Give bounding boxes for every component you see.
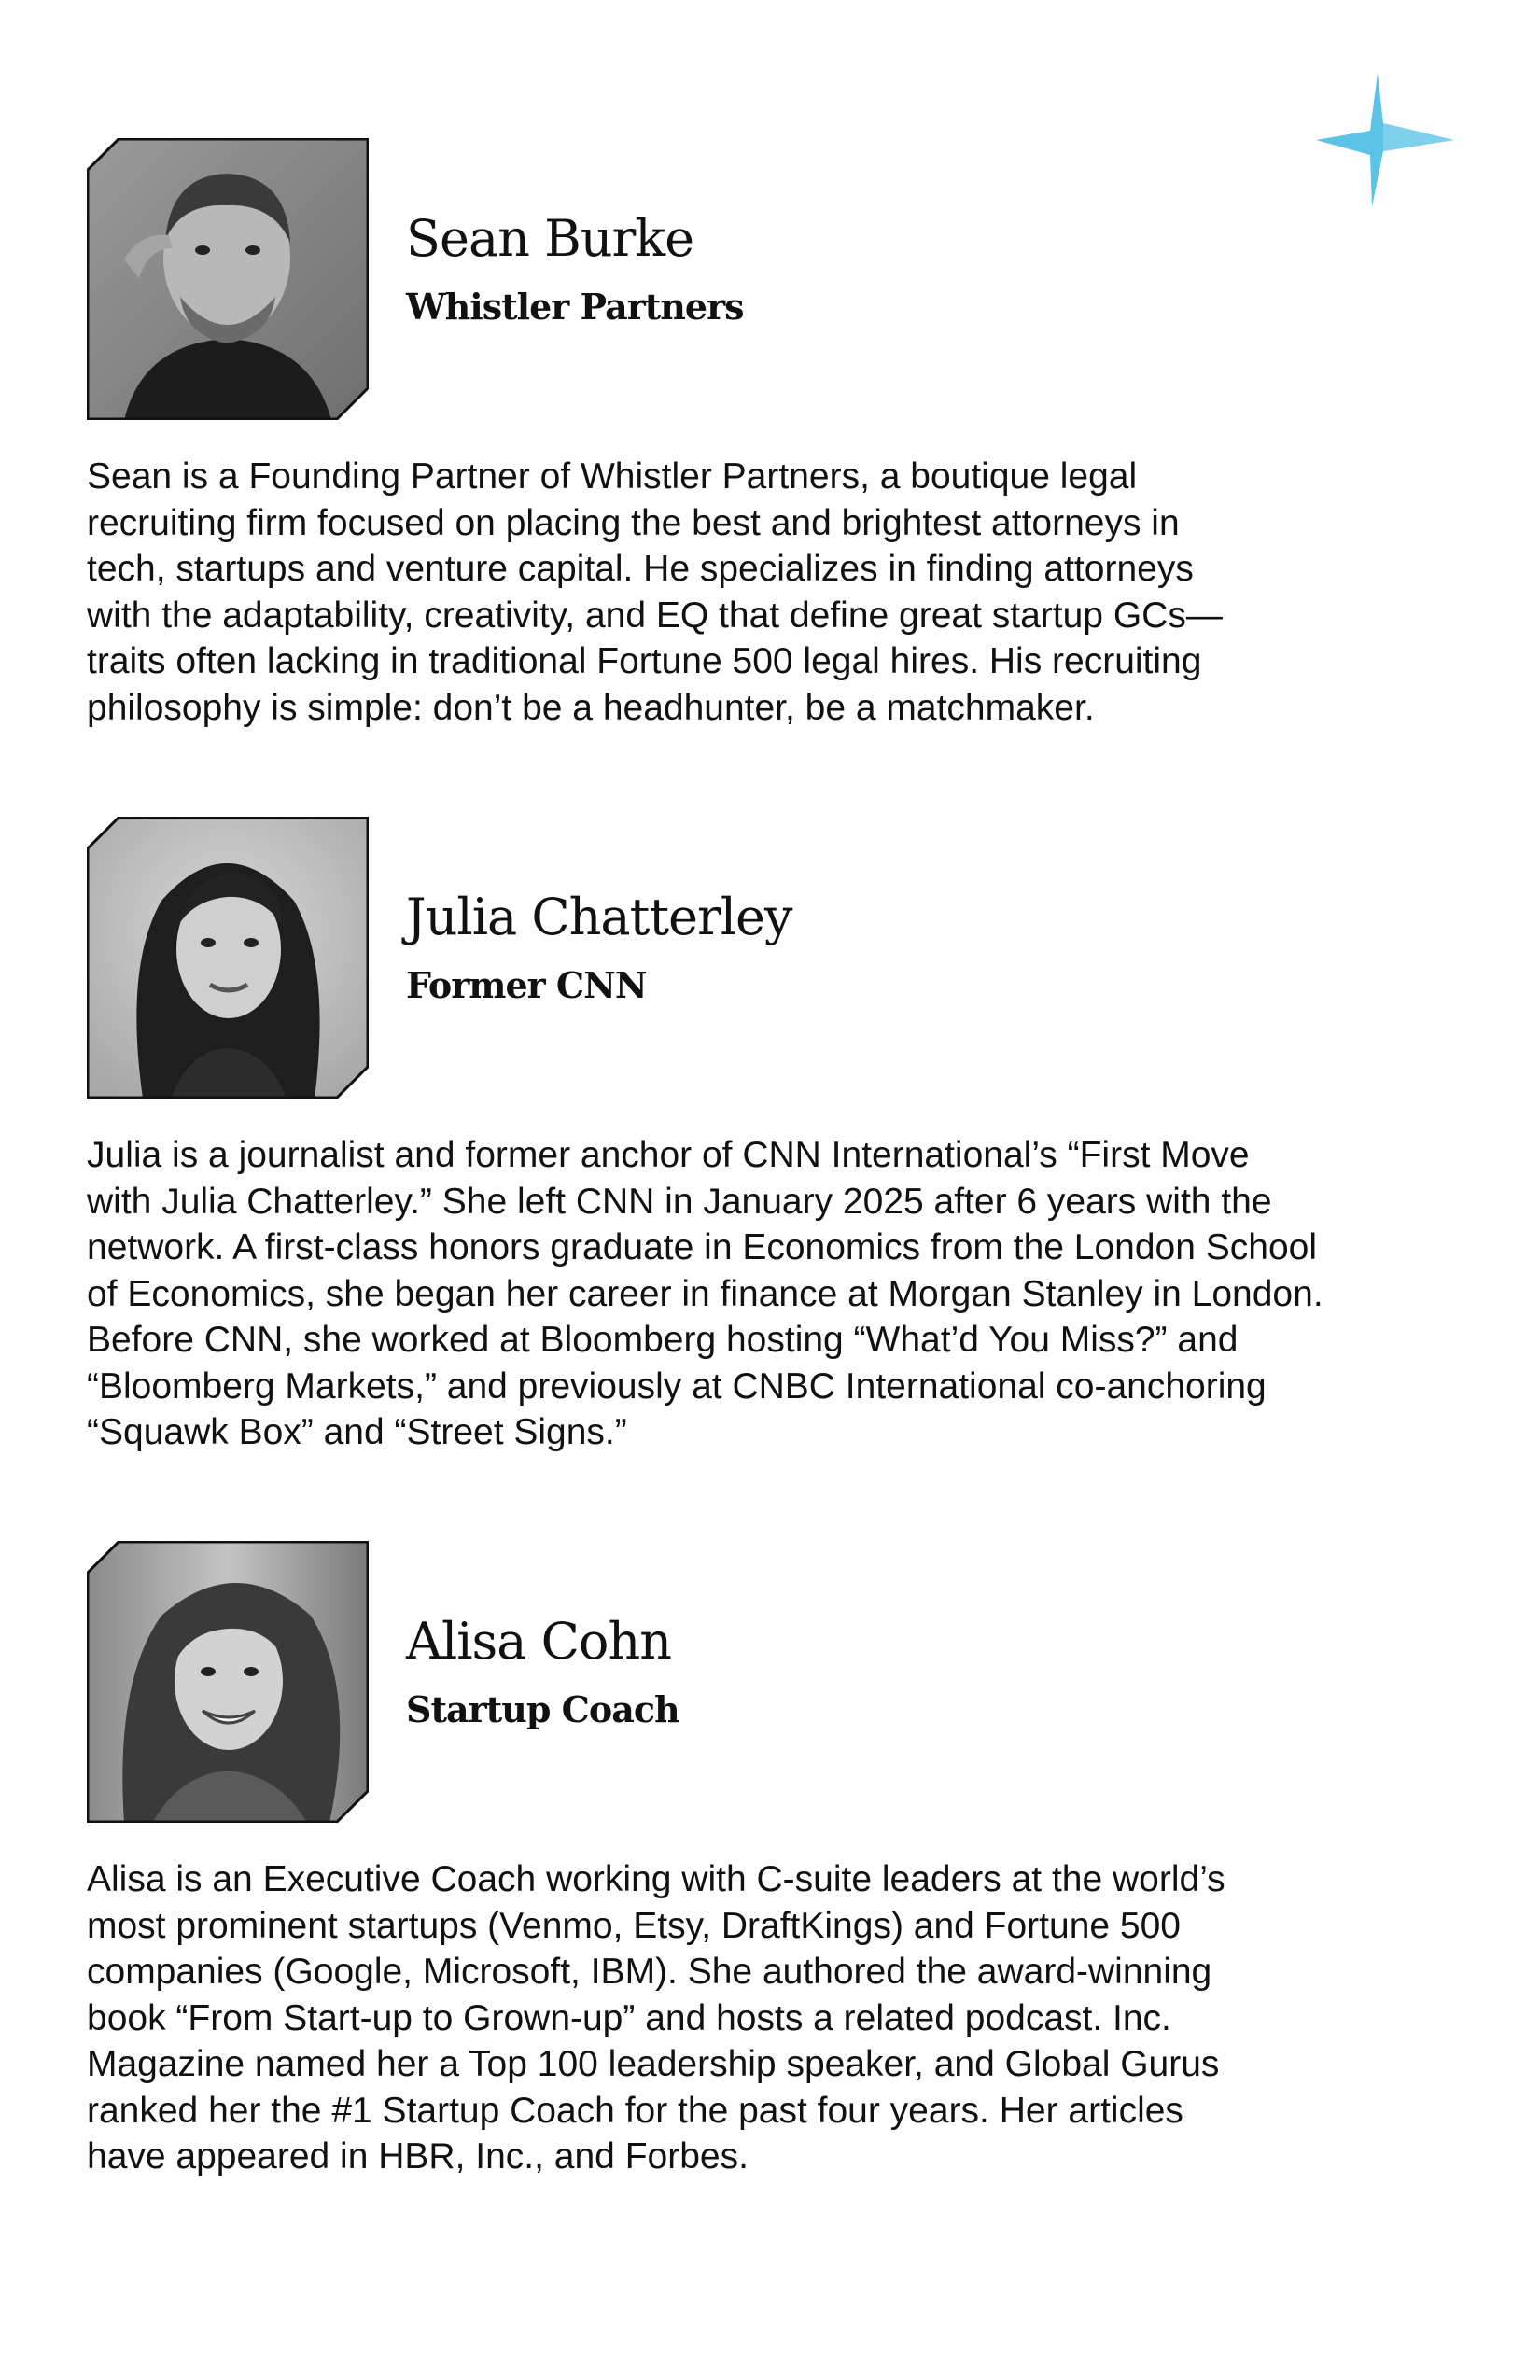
- bio-line: philosophy is simple: don’t be a headhunter, be a matchmaker.: [87, 687, 1095, 728]
- bio-line: Before CNN, she worked at Bloomberg hosting “What’d You Miss?” and: [87, 1320, 1239, 1360]
- bio-line: with Julia Chatterley.” She left CNN in January 2025 after 6 years with the: [87, 1181, 1272, 1222]
- bio-line: network. A first-class honors graduate in Economics from the London School: [87, 1227, 1318, 1267]
- speaker-name: Julia Chatterley: [406, 888, 792, 946]
- speaker-photo: [87, 817, 369, 1099]
- bio-line: “Bloomberg Markets,” and previously at CNBC International co-anchoring: [87, 1365, 1267, 1407]
- bio-line: recruiting firm focused on placing the best and brightest attorneys in: [87, 502, 1180, 543]
- speaker-photo: [87, 1541, 369, 1823]
- speaker-bio: [87, 454, 1412, 731]
- bio-line: with the adaptability, creativity, and EQ that define great startup GCs—: [87, 595, 1223, 636]
- speaker-bio: [87, 1132, 1412, 1456]
- bio-line: companies (Google, Microsoft, IBM). She authored the award-winning: [87, 1952, 1212, 1992]
- speaker-photo: [87, 138, 369, 420]
- bio-line: traits often lacking in traditional Fortune 500 legal hires. His recruiting: [87, 641, 1202, 681]
- bio-line: Julia is a journalist and former anchor of CNN International’s “First Move: [87, 1135, 1250, 1175]
- bio-line: have appeared in HBR, Inc., and Forbes.: [87, 2136, 749, 2177]
- speaker-bio: [87, 1856, 1412, 2180]
- speaker-name: Sean Burke: [406, 209, 694, 268]
- bio-line: ranked her the #1 Startup Coach for the past four years. Her articles: [87, 2090, 1183, 2131]
- speaker-organization: Whistler Partners: [406, 286, 744, 328]
- bio-line: Alisa is an Executive Coach working with C-suite leaders at the world’s: [87, 1859, 1225, 1899]
- bio-line: of Economics, she began her career in finance at Morgan Stanley in London.: [87, 1273, 1323, 1314]
- bio-line: tech, startups and venture capital. He specializes in finding attorneys: [87, 549, 1194, 589]
- speaker-organization: Startup Coach: [406, 1688, 679, 1730]
- bio-line: “Squawk Box” and “Street Signs.”: [87, 1412, 627, 1452]
- bio-line: most prominent startups (Venmo, Etsy, DraftKings) and Fortune 500: [87, 1905, 1181, 1946]
- speaker-organization: Former CNN: [406, 964, 647, 1006]
- bio-line: book “From Start-up to Grown-up” and hosts a related podcast. Inc.: [87, 1997, 1171, 2038]
- bio-line: Magazine named her a Top 100 leadership speaker, and Global Gurus: [87, 2044, 1220, 2084]
- bio-line: Sean is a Founding Partner of Whistler Partners, a boutique legal: [87, 456, 1138, 497]
- sparkle-icon: [1316, 65, 1456, 215]
- speaker-name: Alisa Cohn: [406, 1612, 671, 1671]
